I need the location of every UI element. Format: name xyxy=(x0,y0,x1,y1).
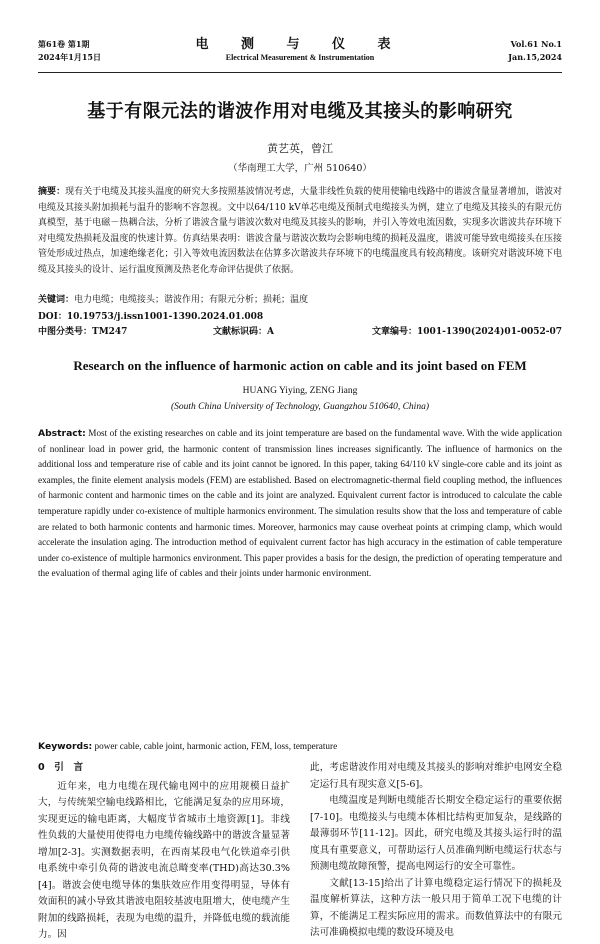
article-number: 文章编号：1001-1390(2024)01-0052-07 xyxy=(372,327,562,337)
date-en: Jan.15,2024 xyxy=(508,52,562,62)
keywords-en-text: power cable, cable joint, harmonic action, FEM, loss, temperature xyxy=(94,741,338,751)
paragraph: 近年来，电力电缆在现代输电网中的应用规模日益扩大，与传统架空输电线路相比，它能满足复杂的应用环境，实现更远的输电距离，大幅度节省城市土地资源[1]。非线性负载的大量使用使得电力电缆传输线路中的谐波含量显著增加[2-3]。实测数据表明，在西南某段电气化铁道牵引供电系统中牵引负荷的谐波电流总畸变率(THD)高达30.3%[4]。谐波会使电缆导体的集肤效应作用变得明显，导体有效面积的减小导致其谐波电阻较基波电阻增大，使电缆产生附加的线路损耗，表现为电缆的温升，并降低电缆的载流能力。因 xyxy=(38,780,290,940)
abstract-en-text: Most of the existing researches on cable and its joint temperature are based on the fundamental wave. With the wide application of nonlinear load in power grid, the harmonic content of transmission lines increases significantly. The influence of harmonics on the additional loss and temperature rise of cable and its joint cannot be ignored. In this paper, taking 64/110 kV single-core cable and its joint as examples, the finite element analysis models (FEM) are established. Based on electromagnetic-thermal field coupling method, the influences of harmonic content and harmonic times on the cable and its joint are analyzed. Equivalent current factor is introduced to calculate the cable temperature rapidly under co-existence of multiple harmonics environment. The simulation results show that the loss and temperature of cable are related to both harmonic contents and harmonic times. Moreover, harmonics may cause overheat points at crimping clamp, which would accelerate the insulation aging. The introduction method of equivalent current factor has high accuracy in the estimation of cable temperature under co-existence of multiple harmonics environment. This paper provides a basis for the design, the prediction of operating temperature and the evaluation of thermal aging life of cables and their joints under harmonic environment. xyxy=(38,428,563,579)
abstract-cn-text: 现有关于电缆及其接头温度的研究大多按照基波情况考虑，大量非线性负载的使用使输电线路中的谐波含量显著增加，谐波对电缆及其接头附加损耗与温升的影响不容忽视。文中以64/110 kV单芯电缆及预制式电缆接头为例，建立了电缆及其接头的有限元仿真模型，基于电磁－热耦合法，分析了谐波含量与谐波次数对电缆及其接头的影响，并引入等效电流因数，实现多次谐波共存环境下对电缆发热损耗及温度的快速计算。仿真结果表明：谐波含量与谐波次数均会影响电缆的损耗及温度，谐波可能导致电缆接头在压接管处形成过热点，加速绝缘老化；引入等效电流因数法在估算多次谐波共存环境下的电缆温度具有较高精度。该研究对谐波环境下电缆及其接头的设计、运行温度预测及热老化寿命评估提供了依据。 xyxy=(38,187,562,275)
running-header xyxy=(38,38,562,72)
document-code: 文献标识码：A xyxy=(213,327,274,337)
section-heading-introduction: 0 引 言 xyxy=(38,762,84,773)
abstract-cn-label: 摘要： xyxy=(38,187,66,197)
affiliation-cn: （华南理工大学，广州 510640） xyxy=(228,163,372,174)
date-cn: 2024年1月15日 xyxy=(38,52,101,62)
keywords-cn xyxy=(38,293,562,307)
authors-en: HUANG Yiying, ZENG Jiang xyxy=(242,386,358,396)
paragraph: 文献[13-15]给出了计算电缆稳定运行情况下的损耗及温度解析算法，这种方法一般只用于简单工况下电缆的计算，不能满足工程实际应用的需求。而数值算法中的有限元法可准确模拟电缆的数设环境及电 xyxy=(310,877,562,938)
volume-issue-en: Vol.61 No.1 xyxy=(510,39,562,49)
classification-line xyxy=(38,324,562,338)
body-column-right xyxy=(310,760,562,942)
keywords-cn-text: 电力电缆；电缆接头；谐波作用；有限元分析；损耗；温度 xyxy=(74,295,309,305)
keywords-en-label: Keywords: xyxy=(38,741,93,752)
header-right xyxy=(508,38,562,64)
paper-title-cn: 基于有限元法的谐波作用对电缆及其接头的影响研究 xyxy=(87,101,513,122)
volume-issue-cn: 第61卷 第1期 xyxy=(38,39,90,49)
journal-name-en: Electrical Measurement & Instrumentation xyxy=(225,53,375,62)
keywords-cn-label: 关键词： xyxy=(38,295,75,305)
paper-title-en: Research on the influence of harmonic action on cable and its joint based on FEM xyxy=(73,358,527,373)
abstract-cn xyxy=(38,185,562,279)
paragraph: 此，考虑谐波作用对电缆及其接头的影响对维护电网安全稳定运行具有现实意义[5-6]。 xyxy=(310,762,562,790)
abstract-en-label: Abstract: xyxy=(38,428,86,439)
abstract-en xyxy=(38,426,562,582)
doi: DOI：10.19753/j.issn1001-1390.2024.01.008 xyxy=(38,312,264,322)
paragraph: 电缆温度是判断电缆能否长期安全稳定运行的重要依据[7-10]。电缆接头与电缆本体相比结构更加复杂，是线路的最薄弱环节[11-12]。因此，研究电缆及其接头运行时的温度具有重要意义，可帮助运行人员准确判断电缆运行状态与预测电缆故障预警，提高电网运行的安全可靠性。 xyxy=(310,795,562,872)
body-column-left xyxy=(38,760,290,944)
header-rule xyxy=(38,72,562,73)
affiliation-en: (South China University of Technology, Guangzhou 510640, China) xyxy=(171,402,429,412)
class-number: 中图分类号：TM247 xyxy=(38,327,128,337)
authors-cn: 黄艺英，曾江 xyxy=(267,142,333,155)
keywords-en xyxy=(38,741,562,752)
header-left xyxy=(38,38,101,64)
header-center xyxy=(188,38,412,62)
journal-name-cn: 电 测 与 仪 表 xyxy=(195,37,405,52)
